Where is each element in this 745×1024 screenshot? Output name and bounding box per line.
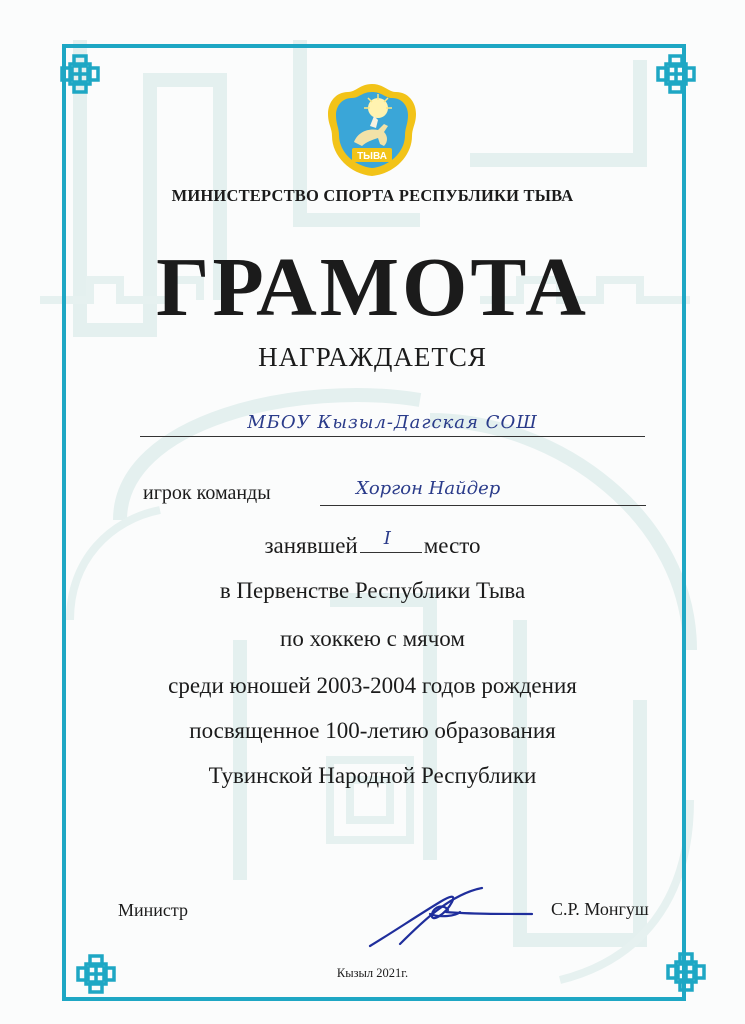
place-blank xyxy=(360,530,422,553)
recipient-line xyxy=(140,436,645,437)
player-line xyxy=(320,505,646,506)
endless-knot-icon xyxy=(58,52,102,96)
body-line-4: посвященное 100-летию образования xyxy=(189,718,556,743)
body-line-1: в Первенстве Республики Тыва xyxy=(219,578,526,603)
tuva-coat-of-arms-icon xyxy=(322,80,422,180)
place-prefix: занявшей xyxy=(264,533,358,558)
awarded-heading: НАГРАЖДАЕТСЯ xyxy=(258,342,487,372)
endless-knot-icon xyxy=(654,52,698,96)
place-handwritten: I xyxy=(383,528,391,549)
emblem-label: ТЫВА xyxy=(357,151,387,162)
place-row xyxy=(0,530,745,559)
city-year: Кызыл 2021г. xyxy=(336,966,409,980)
body-line-3: среди юношей 2003-2004 годов рождения xyxy=(168,673,577,698)
player-handwritten: Хоргон Найдер xyxy=(356,478,501,499)
signatory-name: С.Р. Монгуш xyxy=(551,899,649,919)
ministry-name: МИНИСТЕРСТВО СПОРТА РЕСПУБЛИКИ ТЫВА xyxy=(171,186,574,205)
body-line-5: Тувинской Народной Республики xyxy=(208,763,537,788)
body-line-2: по хоккею с мячом xyxy=(280,626,465,651)
certificate-title: ГРАМОТА xyxy=(156,241,589,334)
player-label: игрок команды xyxy=(143,482,271,504)
signature-icon xyxy=(360,884,535,954)
minister-label: Министр xyxy=(118,900,188,920)
place-suffix: место xyxy=(423,533,481,558)
recipient-handwritten: МБОУ Кызыл-Дагская СОШ xyxy=(247,412,538,433)
